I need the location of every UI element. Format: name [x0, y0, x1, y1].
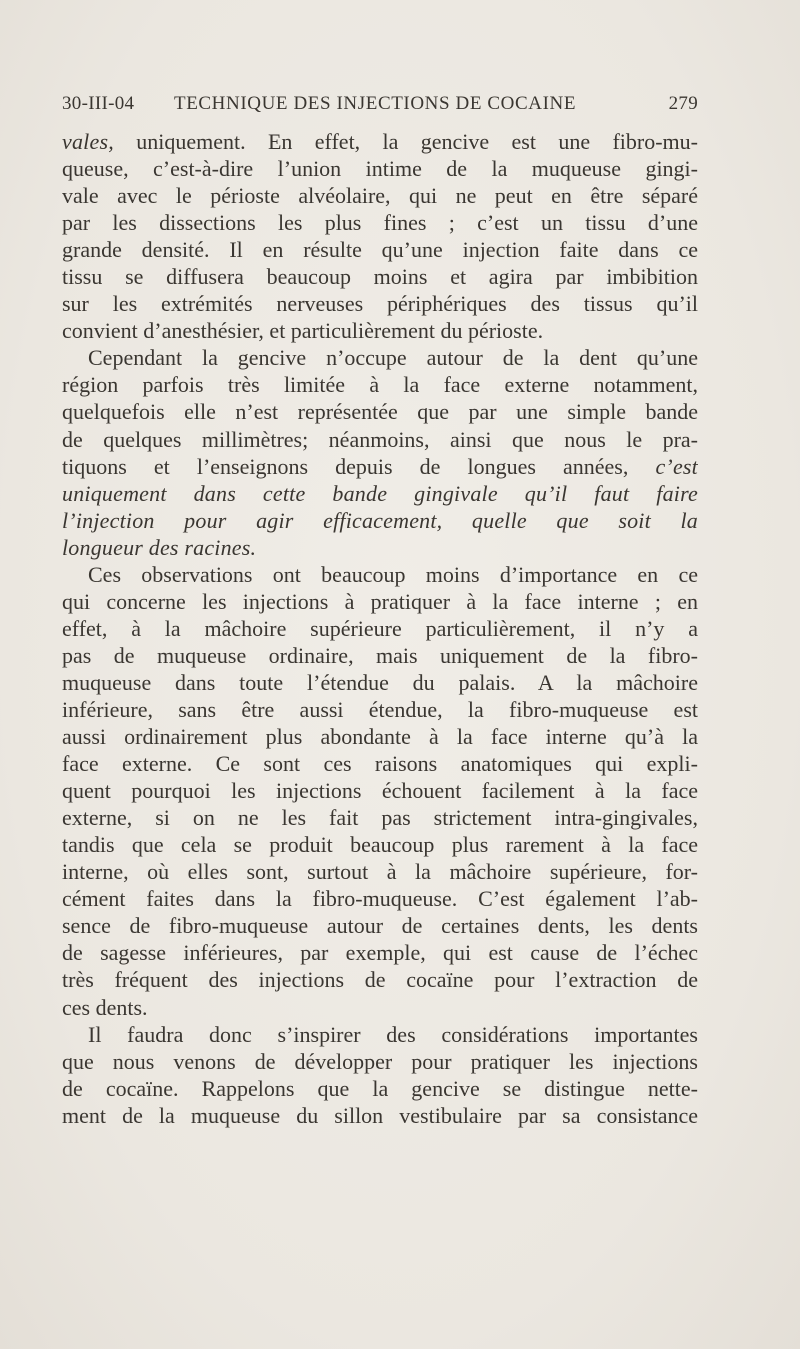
text-line — [62, 561, 698, 588]
text-line — [62, 453, 698, 480]
text-segment: tiquons et l’enseignons depuis de longues années, — [62, 453, 656, 479]
text-line — [62, 534, 698, 561]
text-segment: que nous venons de développer pour pratiquer les injections — [62, 1048, 698, 1074]
text-segment: cément faites dans la fibro-muqueuse. C’est également l’ab- — [62, 886, 698, 912]
text-line — [62, 750, 698, 777]
italic-text: c’est — [655, 453, 698, 479]
text-line — [62, 669, 698, 696]
text-segment: tandis que cela se produit beaucoup plus rarement à la face — [62, 832, 698, 858]
text-line — [62, 966, 698, 993]
text-line — [62, 426, 698, 453]
text-line — [62, 885, 698, 912]
text-segment: de cocaïne. Rappelons que la gencive se distingue nette- — [62, 1075, 698, 1101]
text-segment: externe, si on ne les fait pas strictement intra-gingivales, — [62, 805, 698, 831]
text-line — [62, 1102, 698, 1129]
text-line — [62, 507, 698, 534]
text-line — [62, 912, 698, 939]
text-segment: sence de fibro-muqueuse autour de certaines dents, les dents — [62, 913, 698, 939]
text-segment: ment de la muqueuse du sillon vestibulaire par sa consistance — [62, 1102, 698, 1128]
text-segment: qui concerne les injections à pratiquer à la face interne ; en — [62, 588, 698, 614]
text-segment: queuse, c’est-à-dire l’union intime de la muqueuse gingi- — [62, 156, 698, 182]
text-segment: pas de muqueuse ordinaire, mais uniquement de la fibro- — [62, 642, 698, 668]
text-line — [62, 642, 698, 669]
header-title: TECHNIQUE DES INJECTIONS DE COCAINE — [174, 93, 577, 114]
text-line — [62, 1021, 698, 1048]
text-line — [62, 155, 698, 182]
text-line — [62, 696, 698, 723]
text-line — [62, 588, 698, 615]
text-line — [62, 398, 698, 425]
text-segment: inférieure, sans être aussi étendue, la fibro-muqueuse est — [62, 696, 698, 722]
text-line — [62, 371, 698, 398]
text-line — [62, 723, 698, 750]
text-line — [62, 236, 698, 263]
text-segment: convient d’anesthésier, et particulièrement du périoste. — [62, 318, 544, 344]
text-line — [62, 182, 698, 209]
text-segment: ces dents. — [62, 994, 148, 1020]
text-segment: sur les extrémités nerveuses périphériques des tissus qu’il — [62, 291, 698, 317]
text-line — [62, 615, 698, 642]
text-line — [62, 831, 698, 858]
text-line — [62, 317, 698, 344]
text-line — [62, 858, 698, 885]
italic-text: longueur des racines. — [62, 534, 257, 560]
text-line — [62, 263, 698, 290]
text-segment: quelquefois elle n’est représentée que par une simple bande — [62, 399, 698, 425]
text-line — [62, 777, 698, 804]
text-segment: Cependant la gencive n’occupe autour de la dent qu’une — [88, 345, 698, 371]
italic-text: uniquement dans cette bande gingivale qu’il faut faire — [62, 480, 698, 506]
text-line — [62, 290, 698, 317]
running-header — [62, 93, 698, 123]
text-line — [62, 209, 698, 236]
text-segment: de sagesse inférieures, par exemple, qui est cause de l’échec — [62, 940, 698, 966]
text-line — [62, 939, 698, 966]
italic-text: l’injection pour agir efficacement, quelle que soit la — [62, 507, 698, 533]
text-line — [62, 1075, 698, 1102]
text-segment: interne, où elles sont, surtout à la mâchoire supérieure, for- — [62, 859, 698, 885]
text-segment: Il faudra donc s’inspirer des considérations importantes — [88, 1021, 698, 1047]
text-segment: par les dissections les plus fines ; c’est un tissu d’une — [62, 210, 698, 236]
text-segment: quent pourquoi les injections échouent facilement à la face — [62, 778, 698, 804]
italic-text: vales, — [62, 129, 114, 154]
text-segment: effet, à la mâchoire supérieure particulièrement, il n’y a — [62, 615, 698, 641]
text-segment: région parfois très limitée à la face externe notamment, — [62, 372, 698, 398]
text-segment: uniquement. En effet, la gencive est une fibro-mu- — [113, 129, 698, 154]
text-segment: Ces observations ont beaucoup moins d’importance en ce — [88, 561, 698, 587]
text-segment: face externe. Ce sont ces raisons anatomiques qui expli- — [62, 751, 698, 777]
page-number: 279 — [668, 93, 698, 114]
text-segment: très fréquent des injections de cocaïne pour l’extraction de — [62, 967, 698, 993]
text-segment: de quelques millimètres; néanmoins, ainsi que nous le pra- — [62, 426, 698, 452]
text-line — [62, 994, 698, 1021]
text-segment: aussi ordinairement plus abondante à la face interne qu’à la — [62, 724, 698, 750]
text-line — [62, 480, 698, 507]
text-line — [62, 128, 698, 155]
body-text — [62, 128, 698, 1129]
text-segment: muqueuse dans toute l’étendue du palais. A la mâchoire — [62, 669, 698, 695]
text-segment: vale avec le périoste alvéolaire, qui ne peut en être séparé — [62, 183, 698, 209]
header-date: 30-III-04 — [62, 93, 135, 114]
text-segment: tissu se diffusera beaucoup moins et agira par imbibition — [62, 264, 698, 290]
text-line — [62, 804, 698, 831]
text-line — [62, 1048, 698, 1075]
text-segment: grande densité. Il en résulte qu’une injection faite dans ce — [62, 237, 698, 263]
text-line — [62, 344, 698, 371]
